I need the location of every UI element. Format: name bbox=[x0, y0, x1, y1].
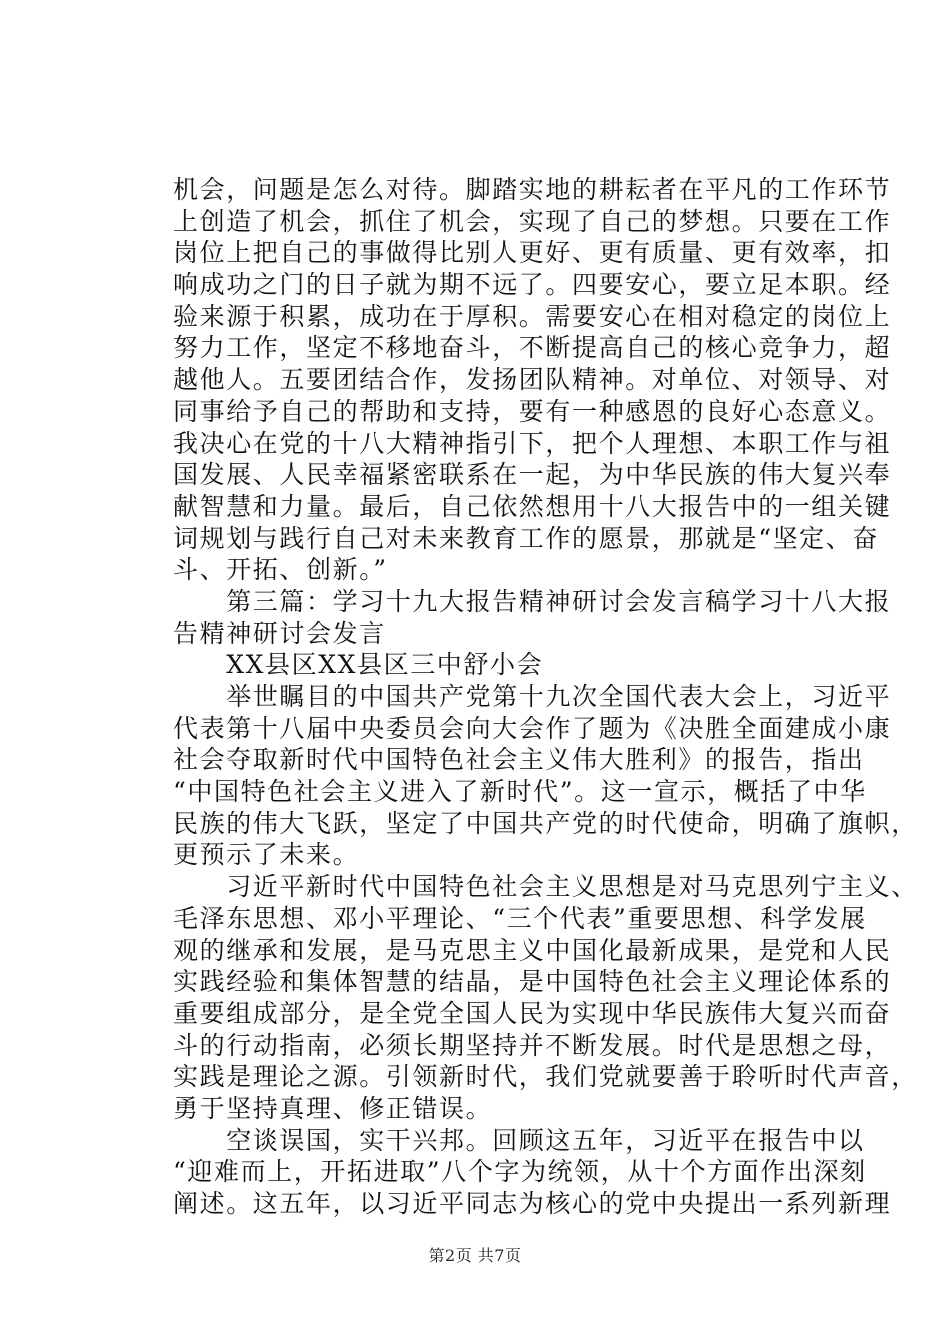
document-body bbox=[173, 174, 918, 1220]
body-line: 响成功之门的日子就为期不远了。四要安心，要立足本职。经 bbox=[173, 270, 892, 300]
body-line: 机会，问题是怎么对待。脚踏实地的耕耘者在平凡的工作环节 bbox=[173, 175, 892, 204]
body-line: 阐述。这五年，以习近平同志为核心的党中央提出一系列新理 bbox=[173, 1189, 892, 1218]
body-line: 毛泽东思想、邓小平理论、“三个代表”重要思想、科学发展 bbox=[173, 903, 867, 933]
body-line: 验来源于积累，成功在于厚积。需要安心在相对稳定的岗位上 bbox=[173, 301, 892, 331]
body-line: 代表第十八届中央委员会向大会作了题为《决胜全面建成小康 bbox=[173, 713, 892, 743]
body-line: 词规划与践行自己对未来教育工作的愿景，那就是“坚定、奋 bbox=[173, 523, 879, 553]
body-line: 越他人。五要团结合作，发扬团队精神。对单位、对领导、对 bbox=[173, 365, 892, 395]
section-heading-line: 第三篇：学习十九大报告精神研讨会发言稿学习十八大报 bbox=[173, 586, 892, 616]
body-line: “中国特色社会主义进入了新时代”。这一宣示，概括了中华 bbox=[173, 777, 867, 807]
body-line: 上创造了机会，抓住了机会，实现了自己的梦想。只要在工作 bbox=[173, 206, 892, 236]
body-line: 斗的行动指南，必须长期坚持并不断发展。时代是思想之母， bbox=[173, 1030, 892, 1060]
body-line: 斗、开拓、创新。” bbox=[173, 555, 388, 585]
body-line: “迎难而上，开拓进取”八个字为统领，从十个方面作出深刻 bbox=[173, 1157, 867, 1187]
body-line: 社会夺取新时代中国特色社会主义伟大胜利》的报告，指出 bbox=[173, 745, 865, 775]
body-line: 空谈误国，实干兴邦。回顾这五年，习近平在报告中以 bbox=[173, 1125, 865, 1155]
body-line: 我决心在党的十八大精神指引下，把个人理想、本职工作与祖 bbox=[173, 428, 892, 458]
body-line: 更预示了未来。 bbox=[173, 840, 360, 870]
author-line: XX县区XX县区三中舒小会 bbox=[173, 650, 544, 680]
body-line: 重要组成部分，是全党全国人民为实现中华民族伟大复兴而奋 bbox=[173, 998, 892, 1028]
body-line: 观的继承和发展，是马克思主义中国化最新成果，是党和人民 bbox=[173, 935, 892, 965]
body-line: 同事给予自己的帮助和支持，要有一种感恩的良好心态意义。 bbox=[173, 396, 892, 426]
body-line: 勇于坚持真理、修正错误。 bbox=[173, 1093, 493, 1123]
section-heading-line: 告精神研讨会发言 bbox=[173, 618, 386, 648]
body-line: 实践是理论之源。引领新时代，我们党就要善于聆听时代声音， bbox=[173, 1062, 918, 1092]
body-line: 国发展、人民幸福紧密联系在一起，为中华民族的伟大复兴奉 bbox=[173, 460, 892, 490]
body-line: 岗位上把自己的事做得比别人更好、更有质量、更有效率，扣 bbox=[173, 238, 892, 268]
body-line: 实践经验和集体智慧的结晶，是中国特色社会主义理论体系的 bbox=[173, 967, 892, 997]
body-line: 习近平新时代中国特色社会主义思想是对马克思列宁主义、 bbox=[173, 872, 918, 902]
page-footer: 第2页 共7页 bbox=[428, 1246, 522, 1265]
body-line: 努力工作，坚定不移地奋斗，不断提高自己的核心竞争力，超 bbox=[173, 333, 892, 363]
body-line: 民族的伟大飞跃，坚定了中国共产党的时代使命，明确了旗帜， bbox=[173, 808, 918, 838]
body-line: 举世瞩目的中国共产党第十九次全国代表大会上，习近平 bbox=[173, 682, 892, 711]
body-line: 献智慧和力量。最后，自己依然想用十八大报告中的一组关键 bbox=[173, 491, 892, 521]
